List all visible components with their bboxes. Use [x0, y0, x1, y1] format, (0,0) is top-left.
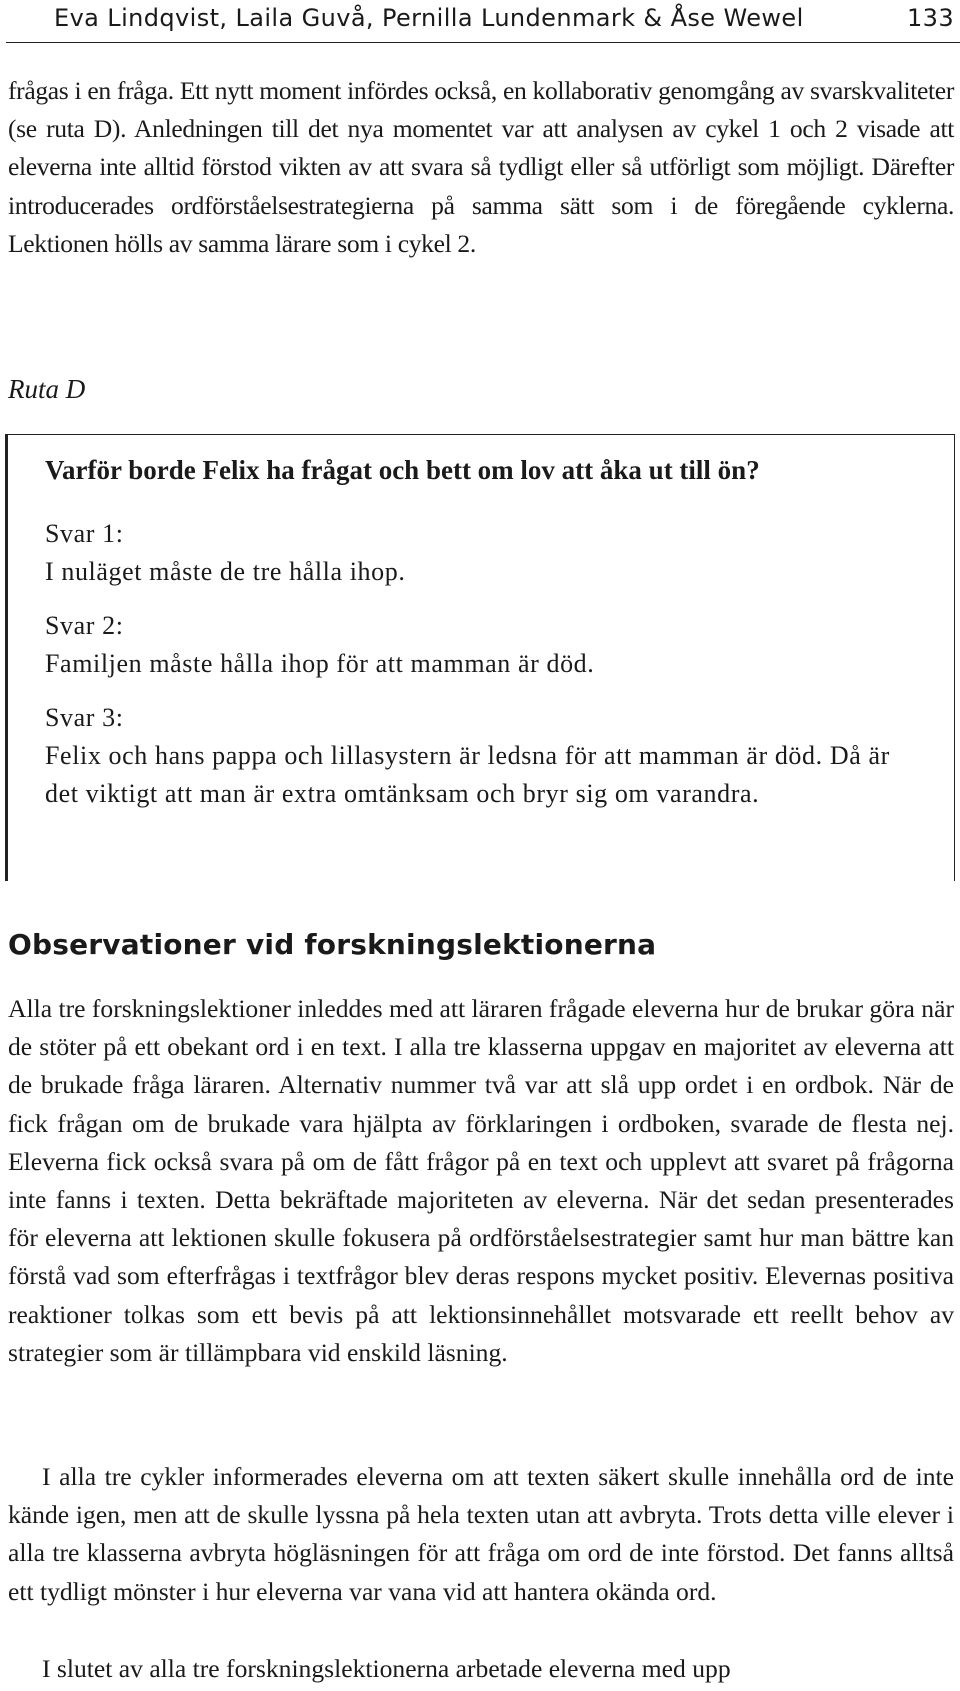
answer-2-text: Familjen måste hålla ihop för att mamman är död. — [45, 649, 595, 678]
answer-2-label: Svar 2: — [45, 611, 124, 640]
answer-1-label: Svar 1: — [45, 519, 124, 548]
header-authors: Eva Lindqvist, Laila Guvå, Pernilla Lundenmark & Åse Wewel — [54, 4, 804, 32]
box-label: Ruta D — [8, 374, 86, 404]
box-question: Varför borde Felix ha frågat och bett om lov att åka ut till ön? — [45, 455, 760, 485]
answer-3-label: Svar 3: — [45, 703, 124, 732]
ruta-d-box — [5, 434, 955, 881]
section-heading: Observationer vid forskningslektionerna — [8, 928, 657, 961]
answer-1-text: I nuläget måste de tre hålla ihop. — [45, 557, 406, 586]
body-paragraph: I slutet av alla tre forskningslektionerna arbetade eleverna med upp — [42, 1654, 731, 1683]
answer-3-text: Felix och hans pappa och lillasystern är ledsna för att mamman är död. Då är det viktigt att man är extra omtänksam och bryr sig om varandra. — [45, 741, 890, 808]
body-paragraph: Alla tre forskningslektioner inleddes med att läraren frågade eleverna hur de brukar göra när de stöter på ett obekant ord i en text. I alla tre klasserna uppgav en majoritet av eleverna att de brukade fråga läraren. Alternativ nummer två var att slå upp ordet i en ordbok. När de fick frågan om de brukade vara hjälpta av förklaringen i ordboken, svarade de flesta nej. Eleverna fick också svara på om de fått frågor på en text och upplevt att svaret på frågorna inte fanns i texten. Detta bekräftade majoriteten av eleverna. När det sedan presenterades för eleverna att lektionen skulle fokusera på ordförståelsestrategier samt hur man bättre kan förstå vad som efterfrågas i textfrågor blev deras respons mycket positiv. Elevernas positiva reaktioner tolkas som ett bevis på att lektionsinnehållet motsvarade ett reellt behov av strategier som är tillämpbara vid enskild läsning. — [8, 994, 954, 1367]
intro-paragraph: frågas i en fråga. Ett nytt moment infördes också, en kollaborativ genomgång av svarskvaliteter (se ruta D). Anledningen till det nya momentet var att analysen av cykel 1 och 2 visade att eleverna inte alltid förstod vikten av att svara så tydligt eller så utförligt som möjligt. Därefter introducerades ordförståelsestrategierna på samma sätt som i de föregående cyklerna. Lektionen hölls av samma lärare som i cykel 2. — [8, 76, 954, 258]
running-header — [6, 0, 960, 43]
page-number: 133 — [906, 4, 954, 32]
body-paragraph: I alla tre cykler informerades eleverna om att texten säkert skulle innehålla ord de inte kände igen, men att de skulle lyssna på hela texten utan att avbryta. Trots detta ville elever i alla tre klasserna avbryta högläsningen för att fråga om ord de inte förstod. Det fanns alltså ett tydligt mönster i hur eleverna var vana vid att hantera okända ord. — [8, 1462, 954, 1606]
